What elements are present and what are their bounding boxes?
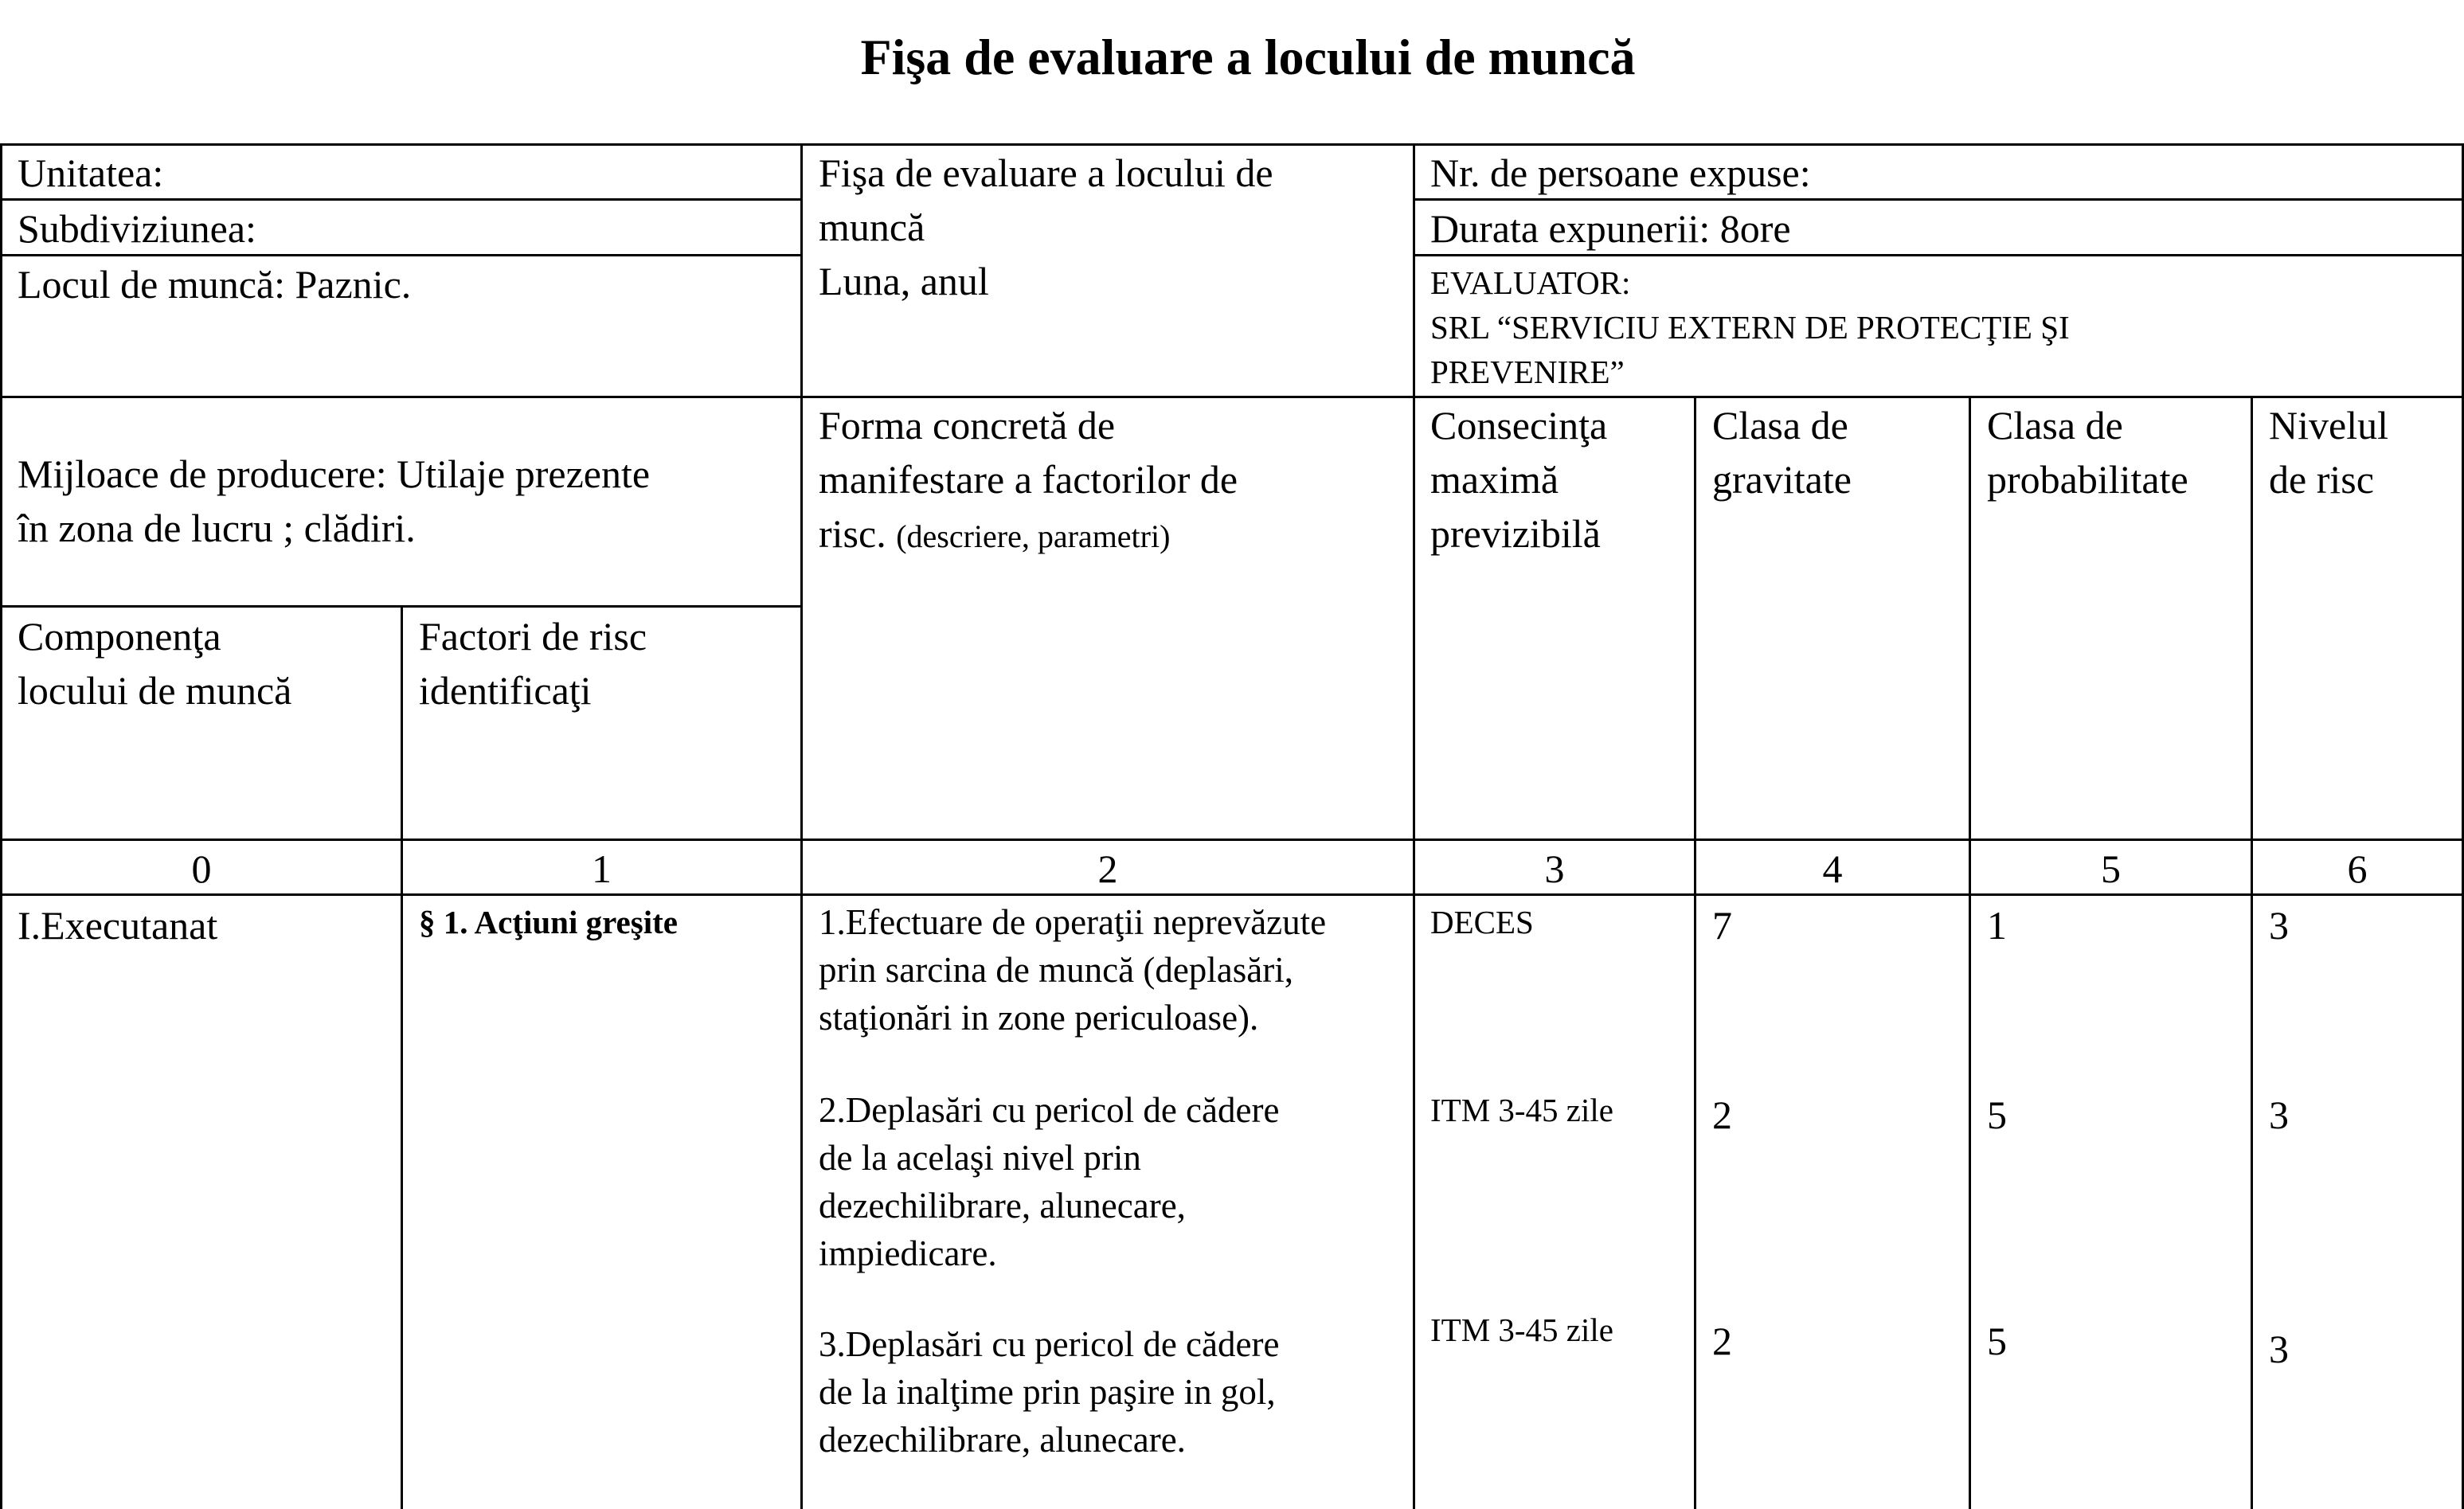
- gravitate-row-2: 2: [1712, 1093, 1732, 1137]
- consecinta-row-1: DECES: [1430, 904, 1534, 940]
- evaluator-label: EVALUATOR: SRL “SERVICIU EXTERN DE PROTECŢIE ŞI PREVENIRE”: [1430, 264, 2070, 390]
- gravitate-row-3: 2: [1712, 1319, 1732, 1363]
- consecinta-header: Consecinţa maximă previzibilă: [1430, 403, 1608, 556]
- nivelul-risc-header: Nivelul de risc: [2269, 403, 2388, 502]
- page-title: Fişa de evaluare a locului de muncă: [860, 29, 1636, 85]
- table-border-left: [0, 143, 2, 1509]
- nivel-row-3: 3: [2269, 1327, 2289, 1371]
- factor-cell: § 1. Acţiuni greşite: [419, 904, 678, 940]
- column-line-2: [800, 143, 803, 1509]
- forma-row-1: 1.Efectuare de operaţii neprevăzute prin sarcina de muncă (deplasări, staţionări in zone periculoase).: [819, 902, 1327, 1038]
- forma-header-text: Forma concretă de manifestare a factorilor de risc.: [819, 403, 1238, 556]
- forma-header-note: (descriere, parametri): [896, 518, 1171, 554]
- nivel-row-2: 3: [2269, 1093, 2289, 1137]
- subdiviziunea-label: Subdiviziunea:: [18, 206, 256, 251]
- consecinta-row-2: ITM 3-45 zile: [1430, 1092, 1613, 1128]
- nr-persoane-label: Nr. de persoane expuse:: [1430, 151, 1811, 195]
- numbers-top-line: [0, 839, 2464, 841]
- column-number-3: 3: [1544, 846, 1565, 891]
- nivel-row-1: 3: [2269, 903, 2289, 948]
- column-number-4: 4: [1822, 846, 1843, 891]
- componenta-cell: I.Executanat: [18, 903, 218, 948]
- column-number-5: 5: [2101, 846, 2121, 891]
- clasa-probabilitate-header: Clasa de probabilitate: [1987, 403, 2188, 502]
- evaluation-table: [0, 143, 2464, 1509]
- column-line-5: [1969, 396, 1971, 1509]
- probabilitate-row-3: 5: [1987, 1319, 2007, 1363]
- forma-header: [819, 398, 1238, 564]
- forma-row-2: 2.Deplasări cu pericol de cădere de la acelaşi nivel prin dezechilibrare, alunecare, impiedicare.: [819, 1090, 1280, 1273]
- componenta-header: Componenţa locului de muncă: [18, 614, 292, 713]
- probabilitate-row-2: 5: [1987, 1093, 2007, 1137]
- column-line-1: [401, 605, 403, 1509]
- column-number-1: 1: [592, 846, 612, 891]
- unitatea-label: Unitatea:: [18, 151, 164, 195]
- column-line-4: [1694, 396, 1696, 1509]
- probabilitate-row-1: 1: [1987, 903, 2007, 948]
- column-number-6: 6: [2347, 846, 2368, 891]
- consecinta-row-3: ITM 3-45 zile: [1430, 1312, 1613, 1348]
- factori-header: Factori de risc identificaţi: [419, 614, 647, 713]
- durata-label: Durata expunerii: 8ore: [1430, 206, 1791, 251]
- mijloace-header: Mijloace de producere: Utilaje prezente în zona de lucru ; clădiri.: [18, 452, 651, 550]
- column-line-3: [1413, 143, 1415, 1509]
- clasa-gravitate-header: Clasa de gravitate: [1712, 403, 1852, 502]
- column-number-0: 0: [191, 846, 212, 891]
- column-number-2: 2: [1097, 846, 1118, 891]
- forma-row-3: 3.Deplasări cu pericol de cădere de la inalţime prin paşire in gol, dezechilibrare, alunecare.: [819, 1324, 1280, 1460]
- column-line-6: [2251, 396, 2253, 1509]
- fisa-evaluare-label: Fişa de evaluare a locului de muncă Luna, anul: [819, 151, 1273, 303]
- gravitate-row-1: 7: [1712, 903, 1732, 948]
- locul-de-munca-label: Locul de muncă: Paznic.: [18, 262, 412, 307]
